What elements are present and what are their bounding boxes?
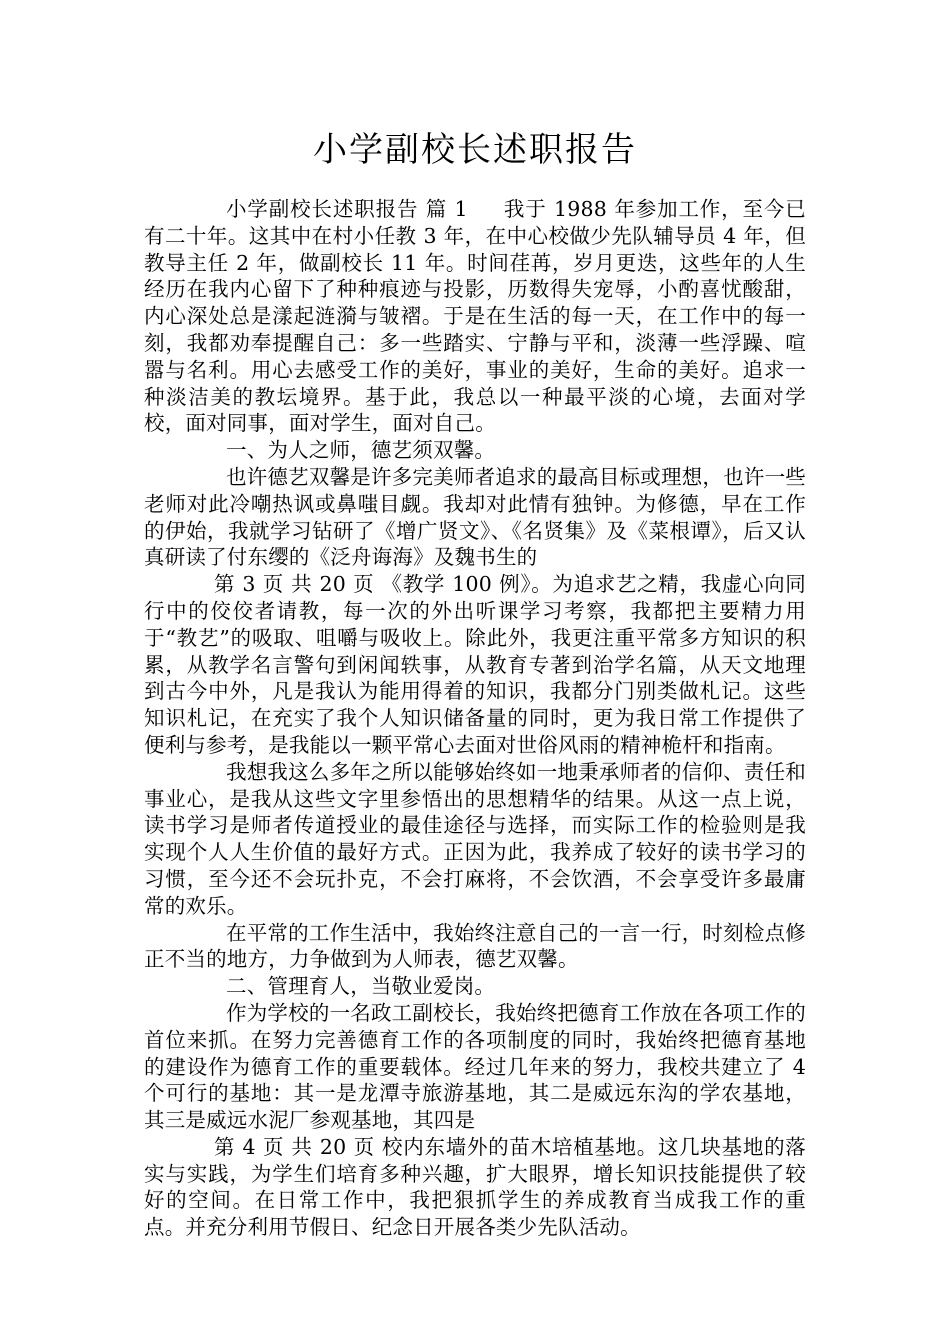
- section-heading-2: 二、管理育人，当敬业爱岗。: [226, 974, 496, 999]
- page-title: 小学副校长述职报告: [313, 130, 637, 170]
- paragraph-intro: 小学副校长述职报告 篇 1 我于 1988 年参加工作，至今已有二十年。这其中在村小任教 3 年，在中心校做少先队辅导员 4 年，但教导主任 2 年，做副校长 11 年。时间荏苒，岁月更迭，这些年的人生经历在我内心留下了种种痕迹与投影，历数得失宠辱，小酌喜忧酸甜，内心深处总是漾起涟漪与皱褶。于是在生活的每一天，在工作中的每一刻，我都劝奉提醒自己：多一些踏实、宁静与平和，淡薄一些浮躁、喧嚣与名利。用心去感受工作的美好，事业的美好，生命的美好。追求一种淡洁美的教坛境界。基于此，我总以一种最平淡的心境，去面对学校，面对同事，面对学生，面对自己。: [144, 197, 806, 436]
- paragraph-virtue: 也许德艺双馨是许多完美师者追求的最高目标或理想，也许一些老师对此冷嘲热讽或鼻嗤目觑。我却对此情有独钟。为修德，早在工作的伊始，我就学习钻研了《增广贤文》、《名贤集》及《菜根谭》，后又认真研读了付东缨的《泛舟诲海》及魏书生的: [144, 464, 806, 570]
- paragraph-page4-continuation: 第 4 页 共 20 页 校内东墙外的苗木培植基地。这几块基地的落实与实践，为学生们培育多种兴趣，扩大眼界，增长知识技能提供了较好的空间。在日常工作中，我把狠抓学生的养成教育当成我工作的重点。并充分利用节假日、纪念日开展各类少先队活动。: [144, 1134, 806, 1240]
- paragraph-reading: 我想我这么多年之所以能够始终如一地秉承师者的信仰、责任和事业心，是我从这些文字里参悟出的思想精华的结果。从这一点上说，读书学习是师者传道授业的最佳途径与选择，而实际工作的检验则是我实现个人人生价值的最好方式。正因为此，我养成了较好的读书学习的习惯，至今还不会玩扑克，不会打麻将，不会饮酒，不会享受许多最庸常的欢乐。: [144, 759, 806, 918]
- paragraph-conduct: 在平常的工作生活中，我始终注意自己的一言一行，时刻检点修正不当的地方，力争做到为人师表，德艺双馨。: [144, 920, 806, 972]
- paragraph-moral-education: 作为学校的一名政工副校长，我始终把德育工作放在各项工作的首位来抓。在努力完善德育工作的各项制度的同时，我始终把德育基地的建设作为德育工作的重要载体。经过几年来的努力，我校共建立了 4 个可行的基地：其一是龙潭寺旅游基地，其二是威远东沟的学农基地，其三是威远水泥厂参观基地，其四是: [144, 1000, 806, 1133]
- paragraph-page3-continuation: 第 3 页 共 20 页 《教学 100 例》。为追求艺之精，我虚心向同行中的佼佼者请教，每一次的外出听课学习考察，我都把主要精力用于“教艺”的吸取、咀嚼与吸收上。除此外，我更注重平常多方知识的积累，从教学名言警句到闲闻轶事，从教育专著到治学名篇，从天文地理到古今中外，凡是我认为能用得着的知识，我都分门别类做札记。这些知识札记，在充实了我个人知识储备量的同时，更为我日常工作提供了便利与参考，是我能以一颗平常心去面对世俗风雨的精神桅杆和指南。: [144, 572, 806, 757]
- document-body: [144, 196, 806, 1241]
- section-heading-1: 一、为人之师，德艺须双馨。: [226, 438, 496, 463]
